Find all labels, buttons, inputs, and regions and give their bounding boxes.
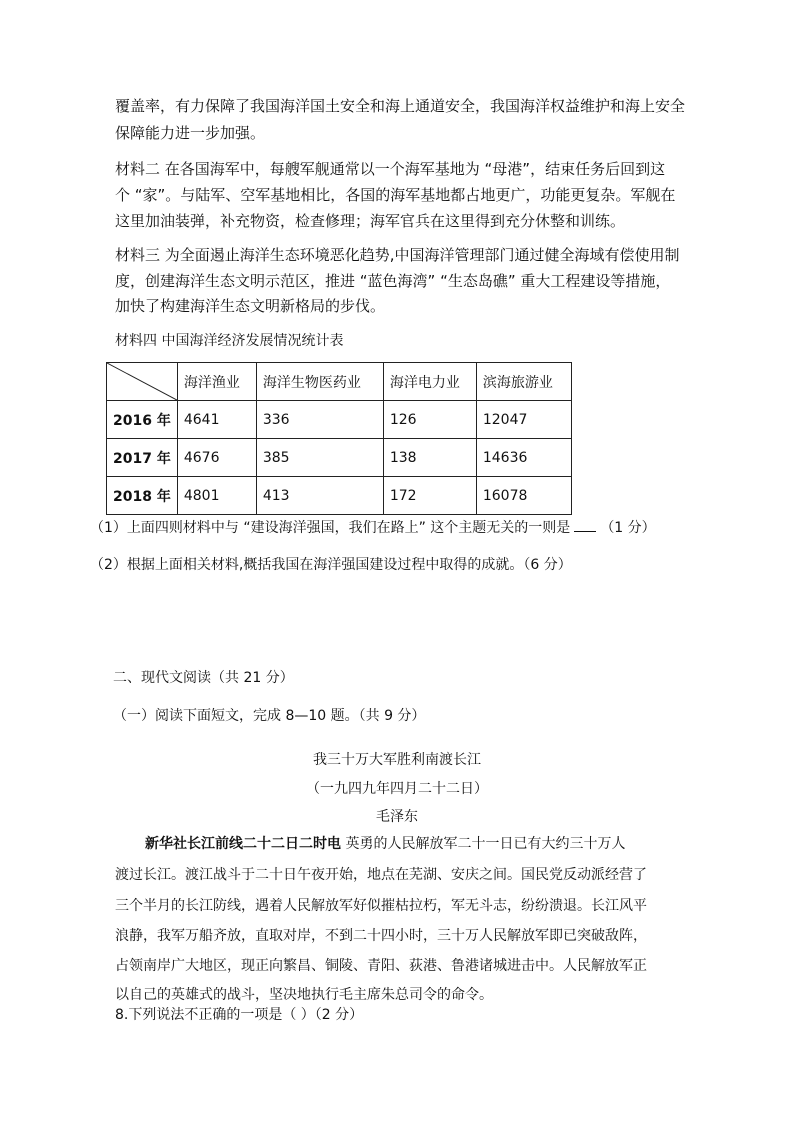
article-date: （一九四九年四月二十二日） — [306, 781, 488, 797]
article-line-5: 占领南岸广大地区，现正向繁昌、铜陵、青阳、荻港、鲁港诸城进击中。人民解放军正 — [115, 958, 647, 974]
question-1 — [90, 517, 656, 538]
question-1-score: （1 分） — [600, 520, 656, 536]
header-power: 海洋电力业 — [383, 363, 476, 401]
header-tourism: 滨海旅游业 — [476, 363, 571, 401]
table-cell: 4801 — [177, 477, 256, 515]
material3-line-2: 度，创建海洋生态文明示范区，推进 “蓝色海湾” “生态岛礁” 重大工程建设等措施， — [115, 272, 671, 290]
article-line-6: 以自己的英雄式的战斗，坚决地执行毛主席朱总司令的命令。 — [115, 987, 493, 1003]
article-title: 我三十万大军胜利南渡长江 — [313, 752, 481, 768]
diagonal-line-icon — [107, 363, 177, 400]
table-cell: 4641 — [177, 401, 256, 439]
material2-line-1: 材料二 在各国海军中，每艘军舰通常以一个海军基地为 “母港”，结束任务后回到这 — [115, 160, 666, 178]
table-cell: 336 — [256, 401, 383, 439]
section-heading: 二、现代文阅读（共 21 分） — [113, 670, 294, 686]
table-header-row — [107, 363, 572, 401]
table-cell: 138 — [383, 439, 476, 477]
header-biomedicine: 海洋生物医药业 — [256, 363, 383, 401]
article-line-2: 渡过长江。渡江战斗于二十日午夜开始，地点在芜湖、安庆之间。国民党反动派经营了 — [115, 867, 647, 883]
table-cell: 172 — [383, 477, 476, 515]
table-cell: 14636 — [476, 439, 571, 477]
material2-line-2: 个 “家”。与陆军、空军基地相比，各国的海军基地都占地更广，功能更复杂。军舰在 — [115, 186, 676, 204]
table-cell: 413 — [256, 477, 383, 515]
table-row — [107, 401, 572, 439]
stats-table — [106, 362, 572, 515]
row-year: 2018 年 — [107, 477, 178, 515]
table-row — [107, 477, 572, 515]
article-line-1 — [145, 834, 625, 854]
material2-line-3: 这里加油装弹，补充物资，检查修理；海军官兵在这里得到充分休整和训练。 — [115, 212, 626, 230]
row-year: 2017 年 — [107, 439, 178, 477]
article-dateline: 新华社长江前线二十二日二时电 — [145, 836, 341, 852]
article-first-line: 英勇的人民解放军二十一日已有大约三十万人 — [341, 836, 626, 852]
intro-line-2: 保障能力进一步加强。 — [115, 124, 266, 142]
material3-line-3: 加快了构建海洋生态文明新格局的步伐。 — [115, 297, 386, 315]
table-cell: 12047 — [476, 401, 571, 439]
table-row — [107, 439, 572, 477]
intro-line-1: 覆盖率，有力保障了我国海洋国土安全和海上通道安全，我国海洋权益维护和海上安全 — [115, 97, 686, 115]
header-fishery: 海洋渔业 — [177, 363, 256, 401]
question-1-text: （1）上面四则材料中与 “建设海洋强国，我们在路上” 这个主题无关的一则是 — [90, 520, 571, 536]
article-line-4: 浪静，我军万船齐放，直取对岸，不到二十四小时，三十万人民解放军即已突破敌阵， — [115, 928, 647, 944]
article-author: 毛泽东 — [376, 809, 418, 825]
table-cell: 16078 — [476, 477, 571, 515]
table-cell: 4676 — [177, 439, 256, 477]
table-cell: 385 — [256, 439, 383, 477]
question-2: （2）根据上面相关材料,概括我国在海洋强国建设过程中取得的成就。（6 分） — [90, 557, 572, 573]
material4-title: 材料四 中国海洋经济发展情况统计表 — [115, 333, 344, 349]
diagonal-header-cell — [107, 363, 178, 401]
row-year: 2016 年 — [107, 401, 178, 439]
subsection-heading: （一）阅读下面短文，完成 8—10 题。（共 9 分） — [113, 708, 426, 724]
article-line-3: 三个半月的长江防线，遇着人民解放军好似摧枯拉朽，军无斗志，纷纷溃退。长江风平 — [115, 898, 647, 914]
question-8: 8.下列说法不正确的一项是（ ）（2 分） — [115, 1007, 364, 1023]
answer-blank[interactable] — [574, 517, 596, 532]
material3-line-1: 材料三 为全面遏止海洋生态环境恶化趋势,中国海洋管理部门通过健全海域有偿使用制 — [115, 246, 680, 264]
table-cell: 126 — [383, 401, 476, 439]
